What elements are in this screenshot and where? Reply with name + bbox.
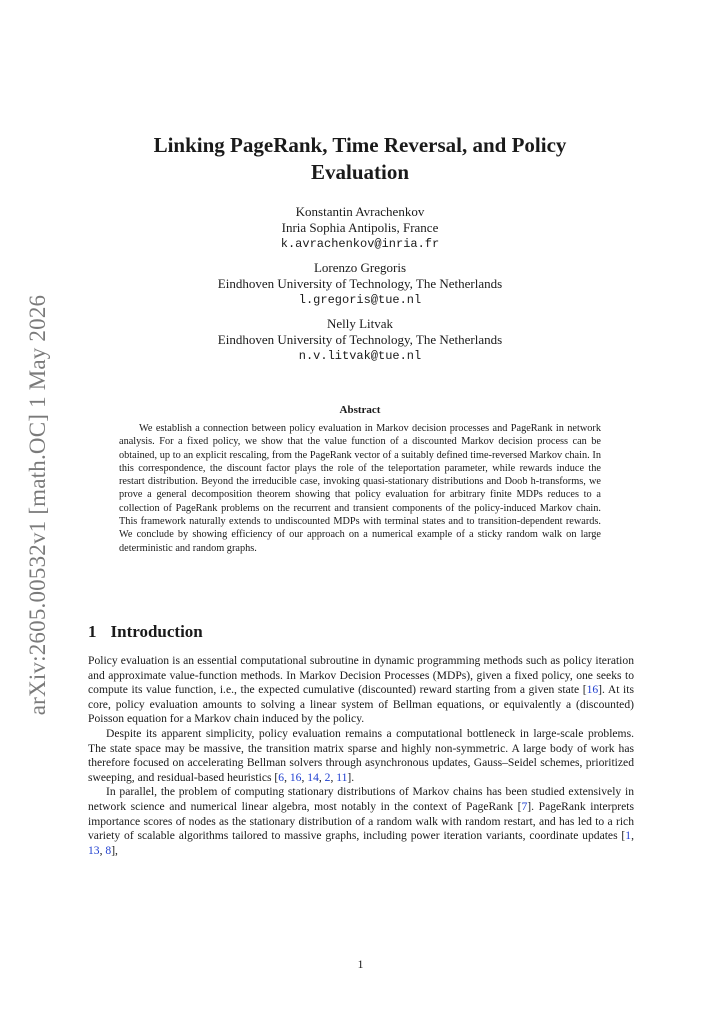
section-title: Introduction [110, 622, 203, 641]
author-affiliation: Inria Sophia Antipolis, France [281, 220, 439, 235]
text-run: ]. [347, 770, 355, 784]
author-2 [100, 260, 620, 308]
citation-link[interactable]: 1 [625, 829, 632, 843]
text-run: ]. PageRank interprets importance scores of nodes as the stationary distribution of a random walk with random restart, and has led to a rich variety of scalable algorithms tailored to massive graphs, including power iteration variants, coordinate updates [ [88, 799, 635, 843]
paragraph: In parallel, the problem of computing stationary distributions of Markov chains has been studied extensively in network science and numerical linear algebra, most notably in the context of PageRank [7]. PageRank interprets importance scores of nodes as the stationary distribution of a random walk with random restart, and has led to a rich variety of scalable algorithms tailored to massive graphs, including power iteration variants, coordinate updates [1, 13, 8], [88, 785, 635, 857]
title-line-2: Evaluation [310, 160, 410, 184]
paragraph [88, 654, 634, 727]
arxiv-identifier: arXiv:2605.00532v1 [math.OC] 1 May 2026 [25, 294, 50, 716]
author-name: Lorenzo Gregoris [313, 260, 407, 275]
author-email[interactable]: k.avrachenkov@inria.fr [280, 237, 440, 251]
citation-link[interactable]: 2 [324, 770, 331, 784]
abstract-heading: Abstract [339, 404, 381, 416]
author-affiliation: Eindhoven University of Technology, The Netherlands [217, 332, 503, 347]
citation-link[interactable]: 16 [586, 683, 599, 697]
text-run: Policy evaluation is an essential computational subroutine in dynamic programming methods such as policy iteration and approximate value-function methods. In Markov Decision Processes (MDPs), given a fixed policy, one seeks to compute its value function, i.e., the expected cumulative (discounted) reward starting from a given state [ [88, 654, 634, 697]
text-run: ]. At its core, policy evaluation amounts to solving a linear system of Bellman equations, or equivalently a (discounted) Poisson equation for a Markov chain induced by the policy. [88, 683, 634, 726]
citation-link[interactable]: 6 [278, 770, 285, 784]
author-name: Konstantin Avrachenkov [295, 204, 425, 219]
section-number: 1 [88, 622, 97, 641]
page-number: 1 [357, 957, 364, 971]
citation-link[interactable]: 16 [289, 770, 302, 784]
abstract-text: We establish a connection between policy evaluation in Markov decision processes and PageRank in network analysis. For a fixed policy, we show that the value function of a discounted Markov decision process can be obtained, up to an explicit rescaling, from the PageRank vector of a suitably defined time-reversed Markov chain. In this correspondence, the discount factor plays the role of the teleportation parameter, while rewards induce the restart distribution. Beyond the irreducible case, invoking quasi-stationary distributions and Doob h-transforms, we prove a general decomposition theorem showing that policy evaluation for arbitrary finite MDPs reduces to a collection of PageRank problems on the recurrent and transient components of the policy-induced Markov chain. This framework naturally extends to undiscounted MDPs with terminal states and to transition-dependent rewards. We conclude by showing efficiency of our approach on a numerical example of a sticky random walk on large deterministic and random graphs. [119, 423, 601, 554]
author-block [100, 204, 620, 372]
paragraph: Despite its apparent simplicity, policy evaluation remains a computational bottleneck in large-scale problems. The state space may be massive, the transition matrix sparse and highly non-symmetric. A large body of work has therefore focused on accelerating Bellman solvers through asynchronous updates, Gauss–Seidel schemes, prioritized sweeping, and residual-based heuristics [6, 16, 14, 2, 11]. [88, 726, 634, 784]
text-run: In parallel, the problem of computing stationary distributions of Markov chains has been studied extensively in network science and numerical linear algebra, most notably in the context of PageRank [ [88, 785, 634, 813]
author-email[interactable]: n.v.litvak@tue.nl [298, 349, 422, 363]
author-1 [100, 204, 620, 252]
citation-link[interactable]: 7 [521, 799, 528, 813]
author-3 [100, 316, 620, 364]
text-run: Despite its apparent simplicity, policy evaluation remains a computational bottleneck in large-scale problems. The state space may be massive, the transition matrix sparse and highly non-symmetric. A large body of work has therefore focused on accelerating Bellman solvers through asynchronous updates, Gauss–Seidel schemes, prioritized sweeping, and residual-based heuristics [ [88, 726, 634, 784]
body-text [88, 654, 634, 858]
author-affiliation: Eindhoven University of Technology, The Netherlands [217, 276, 503, 291]
citation-link[interactable]: 11 [336, 770, 348, 784]
citation-link[interactable]: 13 [88, 843, 100, 857]
section-heading [88, 622, 203, 642]
arxiv-sidebar [20, 280, 56, 730]
title-line-1: Linking PageRank, Time Reversal, and Policy [153, 133, 567, 157]
author-email[interactable]: l.gregoris@tue.nl [298, 293, 422, 307]
citation-link[interactable]: 8 [105, 843, 112, 857]
text-run: ], [111, 843, 118, 857]
paper-title [100, 132, 620, 186]
citation-link[interactable]: 14 [307, 770, 319, 784]
author-name: Nelly Litvak [326, 316, 394, 331]
